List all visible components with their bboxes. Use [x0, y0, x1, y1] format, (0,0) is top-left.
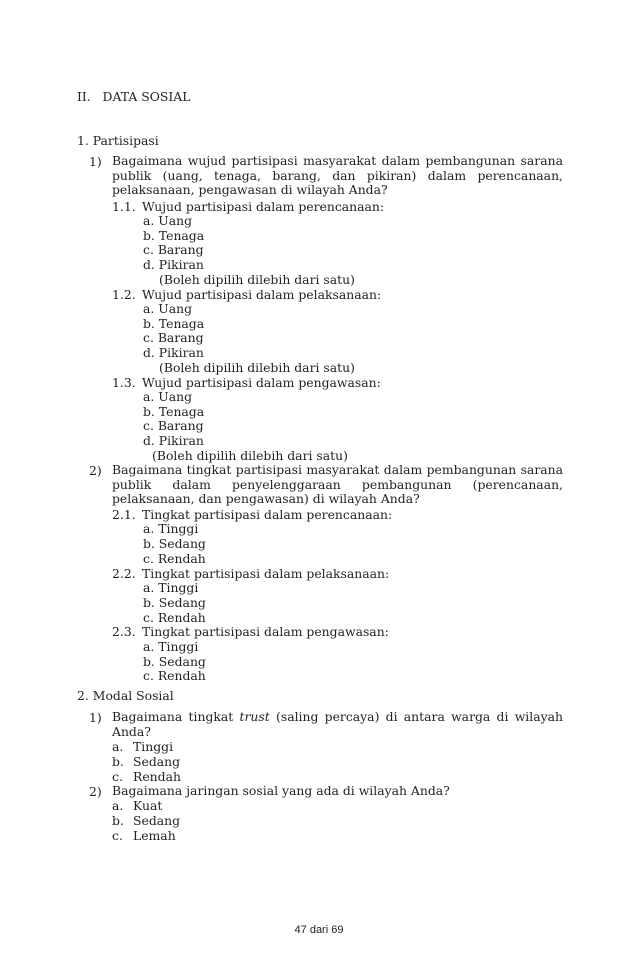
option-item: a. Tinggi: [143, 580, 199, 595]
question-text: [112, 463, 563, 507]
question-text-emphasis: trust: [239, 709, 270, 724]
subquestion-text: Wujud partisipasi dalam perencanaan:: [142, 199, 385, 214]
option-letter: a.: [112, 739, 124, 754]
option-text: Lemah: [133, 828, 176, 843]
question-number: 2): [89, 463, 102, 478]
option-item: c. Barang: [143, 330, 204, 345]
subquestion: [112, 375, 381, 390]
question-line: Bagaimana tingkat partisipasi masyarakat dalam pembangunan sarana: [112, 462, 563, 477]
section-title-partisipasi: 1. Partisipasi: [77, 133, 159, 148]
question-line: pelaksanaan, dan pengawasan) di wilayah Anda?: [112, 491, 420, 507]
selection-note: (Boleh dipilih dilebih dari satu): [152, 448, 348, 463]
subquestion: [112, 624, 389, 639]
option-text: Kuat: [133, 798, 163, 813]
subquestion-number: 1.2.: [112, 287, 136, 302]
question-line: publik dalam penyelenggaraan pembangunan (perencanaan,: [112, 476, 563, 492]
section-title-modal-sosial: 2. Modal Sosial: [77, 688, 174, 703]
selection-note: (Boleh dipilih dilebih dari satu): [159, 360, 355, 375]
option-item: a. Uang: [143, 389, 193, 404]
section-heading: II. DATA SOSIAL: [77, 89, 191, 104]
option-text: Sedang: [133, 754, 181, 769]
option-letter: a.: [112, 798, 124, 813]
question-text: [112, 784, 563, 799]
option-text: Sedang: [133, 813, 181, 828]
option-item: d. Pikiran: [143, 257, 204, 272]
question-line: Bagaimana wujud partisipasi masyarakat dalam pembangunan sarana: [112, 153, 563, 168]
option-item: [112, 769, 181, 784]
question-line: Anda?: [112, 723, 151, 739]
page-number: 47 dari 69: [294, 924, 344, 936]
subquestion: [112, 199, 384, 214]
selection-note: (Boleh dipilih dilebih dari satu): [159, 272, 355, 287]
option-item: c. Rendah: [143, 668, 206, 683]
option-item: a. Tinggi: [143, 521, 199, 536]
subquestion-text: Wujud partisipasi dalam pelaksanaan:: [142, 287, 382, 302]
option-letter: b.: [112, 754, 124, 769]
subquestion-number: 2.1.: [112, 507, 136, 522]
subquestion-text: Tingkat partisipasi dalam pelaksanaan:: [142, 566, 390, 581]
subquestion-number: 2.3.: [112, 624, 136, 639]
option-item: [112, 798, 162, 813]
option-item: [112, 828, 176, 843]
option-item: c. Rendah: [143, 610, 206, 625]
option-item: c. Barang: [143, 242, 204, 257]
option-letter: b.: [112, 813, 124, 828]
option-item: [112, 754, 180, 769]
option-item: c. Rendah: [143, 551, 206, 566]
subquestion-number: 1.1.: [112, 199, 136, 214]
question-line: [112, 710, 563, 725]
question-text-part: Bagaimana tingkat: [112, 709, 234, 724]
option-text: Rendah: [133, 769, 181, 784]
option-item: c. Barang: [143, 418, 204, 433]
option-letter: c.: [112, 828, 123, 843]
option-letter: c.: [112, 769, 123, 784]
option-item: b. Sedang: [143, 654, 206, 669]
subquestion-number: 2.2.: [112, 566, 136, 581]
option-item: b. Sedang: [143, 595, 206, 610]
option-item: a. Uang: [143, 213, 193, 228]
question-line: publik (uang, tenaga, barang, dan pikiran) dalam perencanaan,: [112, 167, 563, 183]
subquestion-text: Tingkat partisipasi dalam perencanaan:: [142, 507, 393, 522]
option-item: b. Sedang: [143, 536, 206, 551]
option-item: [112, 739, 173, 754]
subquestion: [112, 287, 381, 302]
option-item: b. Tenaga: [143, 404, 205, 419]
question-line: Bagaimana jaringan sosial yang ada di wilayah Anda?: [112, 783, 450, 798]
option-item: a. Uang: [143, 301, 193, 316]
question-line: pelaksanaan, pengawasan di wilayah Anda?: [112, 182, 388, 198]
option-item: d. Pikiran: [143, 433, 204, 448]
option-item: d. Pikiran: [143, 345, 204, 360]
option-item: [112, 813, 180, 828]
option-text: Tinggi: [133, 739, 174, 754]
option-item: a. Tinggi: [143, 639, 199, 654]
subquestion: [112, 566, 389, 581]
subquestion-text: Wujud partisipasi dalam pengawasan:: [142, 375, 381, 390]
question-number: 2): [89, 784, 102, 799]
question-number: 1): [89, 710, 102, 725]
question-text: [112, 710, 563, 739]
question-number: 1): [89, 154, 102, 169]
subquestion-text: Tingkat partisipasi dalam pengawasan:: [142, 624, 389, 639]
subquestion: [112, 507, 392, 522]
question-text: [112, 154, 563, 198]
subquestion-number: 1.3.: [112, 375, 136, 390]
question-text-part: (saling percaya) di antara warga di wilayah: [276, 709, 563, 724]
option-item: b. Tenaga: [143, 228, 205, 243]
option-item: b. Tenaga: [143, 316, 205, 331]
